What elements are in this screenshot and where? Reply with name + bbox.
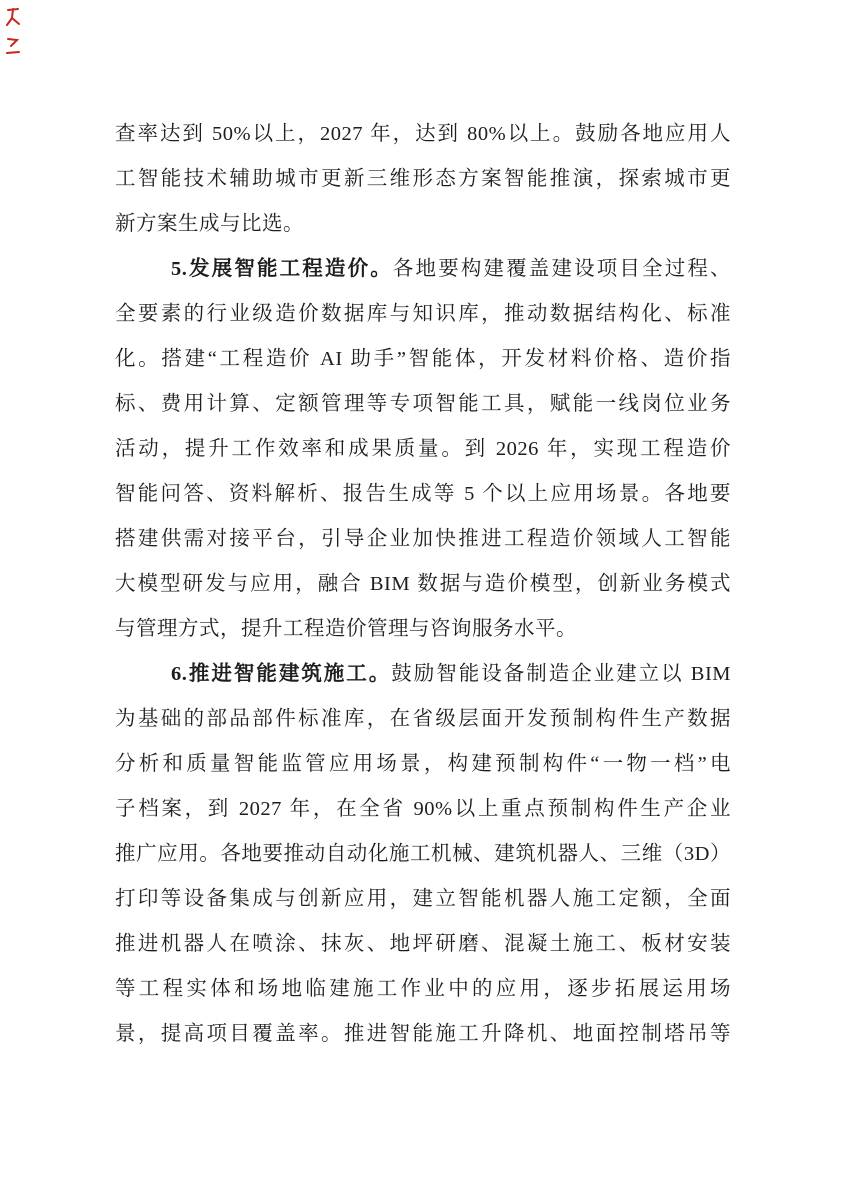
line-text: 各地要构建覆盖建设项目全过程、 [392, 258, 731, 280]
line-text: 化。搭建“工程造价 AI 助手”智能体，开发材料价格、造价指 [115, 348, 731, 370]
text-line [115, 562, 731, 607]
text-line [115, 112, 731, 157]
text-line [115, 382, 731, 427]
text-line [115, 787, 731, 832]
text-line [115, 337, 731, 382]
line-text: 智能问答、资料解析、报告生成等 5 个以上应用场景。各地要 [115, 483, 731, 505]
line-text: 标、费用计算、定额管理等专项智能工具，赋能一线岗位业务 [115, 393, 731, 415]
line-text: 查率达到 50%以上，2027 年，达到 80%以上。鼓励各地应用人 [115, 123, 731, 145]
line-text: 大模型研发与应用，融合 BIM 数据与造价模型，创新业务模式 [115, 573, 731, 595]
line-text: 等工程实体和场地临建施工作业中的应用，逐步拓展运用场 [115, 978, 731, 1000]
text-line [115, 967, 731, 1012]
text-block [115, 112, 731, 1057]
corner-annotation-marks [5, 6, 27, 56]
line-bold-text: 6.推进智能建筑施工。 [171, 663, 392, 685]
line-text: 全要素的行业级造价数据库与知识库，推动数据结构化、标准 [115, 303, 731, 325]
text-line [115, 472, 731, 517]
line-text: 推进机器人在喷涂、抹灰、地坪研磨、混凝土施工、板材安装 [115, 933, 731, 955]
text-line [115, 832, 731, 877]
line-text: 新方案生成与比选。 [115, 213, 304, 235]
text-line [115, 202, 731, 247]
text-line [115, 157, 731, 202]
text-line [115, 742, 731, 787]
line-text: 与管理方式，提升工程造价管理与咨询服务水平。 [115, 618, 577, 640]
text-line [115, 517, 731, 562]
text-line [115, 247, 731, 292]
text-line [115, 652, 731, 697]
text-line [115, 607, 731, 652]
red-scribble-bottom-icon [5, 36, 27, 56]
line-text: 活动，提升工作效率和成果质量。到 2026 年，实现工程造价 [115, 438, 731, 460]
line-text: 鼓励智能设备制造企业建立以 BIM [391, 663, 731, 685]
line-text: 子档案，到 2027 年，在全省 90%以上重点预制构件生产企业 [115, 798, 731, 820]
line-text: 推广应用。各地要推动自动化施工机械、建筑机器人、三维（3D） [115, 843, 731, 865]
line-text: 为基础的部品部件标准库，在省级层面开发预制构件生产数据 [115, 708, 731, 730]
line-text: 打印等设备集成与创新应用，建立智能机器人施工定额，全面 [115, 888, 731, 910]
text-line [115, 697, 731, 742]
text-line [115, 1012, 731, 1057]
text-line [115, 427, 731, 472]
line-text: 工智能技术辅助城市更新三维形态方案智能推演，探索城市更 [115, 168, 731, 190]
text-line [115, 922, 731, 967]
line-text: 景，提高项目覆盖率。推进智能施工升降机、地面控制塔吊等 [115, 1023, 731, 1045]
line-bold-text: 5.发展智能工程造价。 [171, 258, 393, 280]
text-line [115, 877, 731, 922]
text-line [115, 292, 731, 337]
line-text: 分析和质量智能监管应用场景，构建预制构件“一物一档”电 [115, 753, 731, 775]
line-text: 搭建供需对接平台，引导企业加快推进工程造价领域人工智能 [115, 528, 731, 550]
red-scribble-top-icon [5, 6, 27, 28]
